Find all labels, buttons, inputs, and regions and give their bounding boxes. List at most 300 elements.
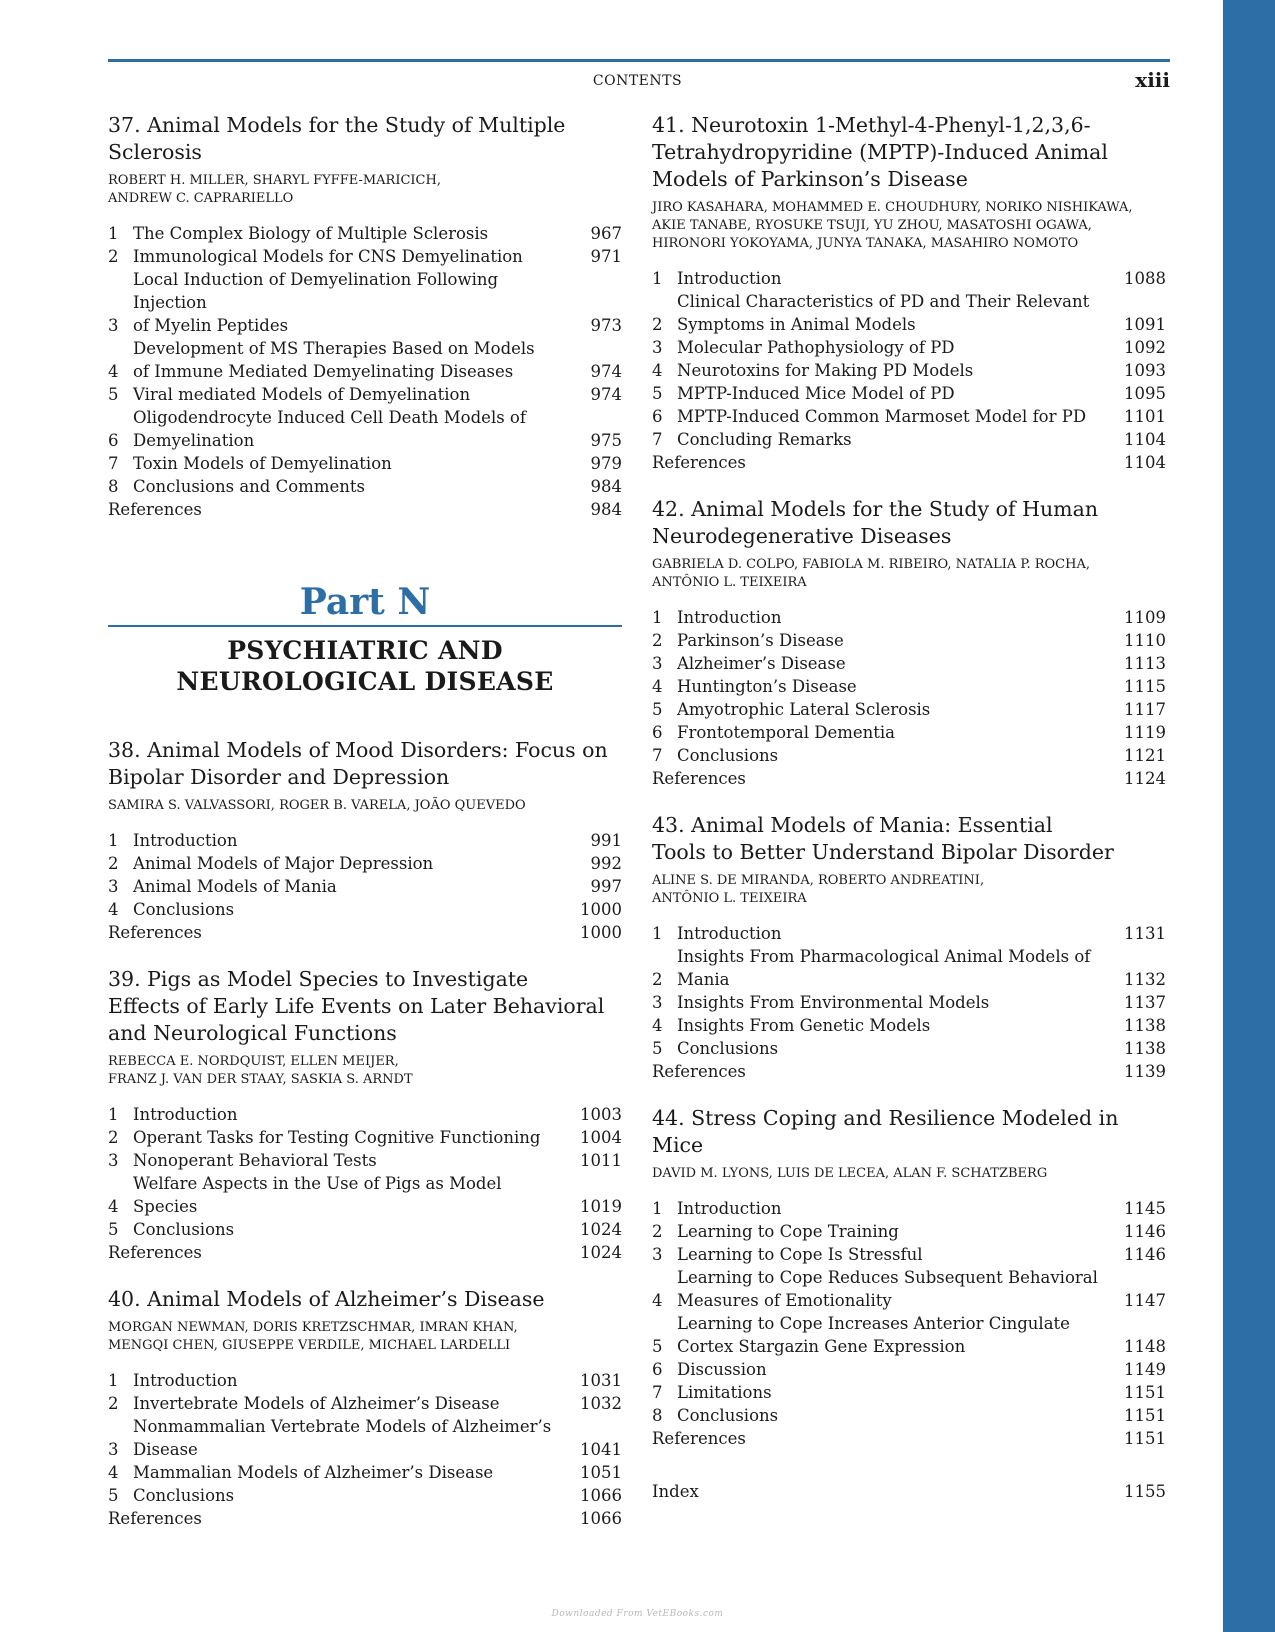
chapter-title[interactable] bbox=[652, 112, 1166, 193]
section-title-line: Concluding Remarks bbox=[677, 430, 852, 449]
section-title bbox=[677, 428, 1122, 451]
section-title bbox=[677, 1312, 1122, 1358]
section-page: 1095 bbox=[1124, 384, 1166, 403]
section-number: 6 bbox=[652, 723, 663, 742]
section-title-line: Symptoms in Animal Models bbox=[677, 315, 916, 334]
section-title bbox=[677, 991, 1122, 1014]
section-entry[interactable] bbox=[108, 1369, 622, 1392]
section-title-line: Clinical Characteristics of PD and Their Relevant bbox=[677, 292, 1090, 311]
section-title-line: Learning to Cope Increases Anterior Cingulate bbox=[677, 1314, 1070, 1333]
section-title-line: Welfare Aspects in the Use of Pigs as Model Species bbox=[133, 1174, 502, 1216]
section-title-line: Oligodendrocyte Induced Cell Death Models of bbox=[133, 408, 526, 427]
section-title-line: Mammalian Models of Alzheimer’s Disease bbox=[133, 1463, 494, 1482]
section-entry[interactable] bbox=[652, 336, 1166, 359]
section-page: 1051 bbox=[580, 1463, 622, 1482]
section-number: 8 bbox=[652, 1406, 663, 1425]
section-page: 1003 bbox=[580, 1105, 622, 1124]
section-title bbox=[677, 629, 1122, 652]
section-number: 7 bbox=[652, 1383, 663, 1402]
chapter-title-line: Bipolar Disorder and Depression bbox=[108, 765, 450, 789]
section-list bbox=[108, 1103, 622, 1264]
section-page: 1131 bbox=[1124, 924, 1166, 943]
section-title bbox=[133, 1103, 578, 1126]
section-title-line: Limitations bbox=[677, 1383, 772, 1402]
left-column bbox=[108, 112, 622, 1552]
section-page: 1146 bbox=[1124, 1245, 1166, 1264]
section-title bbox=[133, 383, 578, 406]
section-number: 1 bbox=[108, 1371, 119, 1390]
section-entry[interactable] bbox=[652, 1037, 1166, 1060]
section-number: 5 bbox=[108, 1220, 119, 1239]
section-number: 3 bbox=[108, 1440, 119, 1459]
section-list bbox=[108, 222, 622, 521]
section-title bbox=[133, 1126, 578, 1149]
section-title bbox=[133, 829, 578, 852]
section-title-line: Huntington’s Disease bbox=[677, 677, 857, 696]
section-title bbox=[677, 267, 1122, 290]
section-title bbox=[652, 1427, 1122, 1450]
section-title bbox=[133, 245, 578, 268]
section-title-line: The Complex Biology of Multiple Sclerosis bbox=[133, 224, 489, 243]
section-page: 1117 bbox=[1124, 700, 1166, 719]
chapter-title-line: 44. Stress Coping and Resilience Modeled in Mice bbox=[652, 1106, 1119, 1157]
references-entry[interactable] bbox=[652, 451, 1166, 474]
section-number: 1 bbox=[652, 269, 663, 288]
section-page: 1104 bbox=[1124, 430, 1166, 449]
section-number: 4 bbox=[108, 1197, 119, 1216]
section-title-line: Amyotrophic Lateral Sclerosis bbox=[677, 700, 931, 719]
section-page: 1066 bbox=[580, 1509, 622, 1528]
section-number: 2 bbox=[652, 1222, 663, 1241]
section-title bbox=[133, 1461, 578, 1484]
section-entry[interactable] bbox=[108, 406, 622, 452]
chapter-title[interactable] bbox=[108, 112, 622, 166]
section-title-line: Molecular Pathophysiology of PD bbox=[677, 338, 955, 357]
section-entry[interactable] bbox=[652, 1243, 1166, 1266]
section-page: 991 bbox=[590, 831, 622, 850]
section-title bbox=[677, 698, 1122, 721]
section-entry[interactable] bbox=[108, 1126, 622, 1149]
section-page: 967 bbox=[590, 224, 622, 243]
section-entry[interactable] bbox=[108, 829, 622, 852]
author-line: JIRO KASAHARA, MOHAMMED E. CHOUDHURY, NORIKO NISHIKAWA, bbox=[652, 200, 1133, 215]
section-entry[interactable] bbox=[108, 852, 622, 875]
section-entry[interactable] bbox=[108, 268, 622, 337]
references-entry[interactable] bbox=[108, 921, 622, 944]
section-title bbox=[133, 452, 578, 475]
section-entry[interactable] bbox=[652, 991, 1166, 1014]
section-title-line: Introduction bbox=[677, 608, 782, 627]
chapter-title-line: Models of Parkinson’s Disease bbox=[652, 167, 968, 191]
section-entry[interactable] bbox=[652, 290, 1166, 336]
section-entry[interactable] bbox=[652, 1381, 1166, 1404]
running-header: CONTENTS bbox=[592, 73, 683, 89]
section-title bbox=[133, 898, 578, 921]
section-entry[interactable] bbox=[652, 1266, 1166, 1312]
section-title-line: References bbox=[108, 923, 202, 942]
section-page: 1004 bbox=[580, 1128, 622, 1147]
section-entry[interactable] bbox=[652, 1358, 1166, 1381]
section-title-line: MPTP-Induced Mice Model of PD bbox=[677, 384, 955, 403]
chapter-title[interactable] bbox=[108, 966, 622, 1047]
section-title bbox=[133, 1218, 578, 1241]
section-title-line: Operant Tasks for Testing Cognitive Functioning bbox=[133, 1128, 541, 1147]
section-entry[interactable] bbox=[652, 922, 1166, 945]
index-label: Index bbox=[652, 1482, 699, 1501]
section-title-line: Measures of Emotionality bbox=[677, 1291, 892, 1310]
side-color-bar bbox=[1223, 0, 1275, 1632]
chapter-block bbox=[108, 1286, 622, 1530]
section-page: 1113 bbox=[1124, 654, 1166, 673]
section-entry[interactable] bbox=[652, 675, 1166, 698]
section-page: 1121 bbox=[1124, 746, 1166, 765]
section-number: 2 bbox=[108, 854, 119, 873]
section-number: 2 bbox=[108, 247, 119, 266]
section-page: 1145 bbox=[1124, 1199, 1166, 1218]
section-entry[interactable] bbox=[108, 1484, 622, 1507]
references-entry[interactable] bbox=[652, 1427, 1166, 1450]
section-title-line: Introduction bbox=[677, 269, 782, 288]
section-entry[interactable] bbox=[108, 383, 622, 406]
section-title-line: Alzheimer’s Disease bbox=[677, 654, 846, 673]
section-number: 6 bbox=[652, 1360, 663, 1379]
section-title-line: References bbox=[108, 1243, 202, 1262]
section-page: 1019 bbox=[580, 1197, 622, 1216]
section-title bbox=[677, 606, 1122, 629]
chapter-title[interactable] bbox=[652, 496, 1166, 550]
section-page: 1091 bbox=[1124, 315, 1166, 334]
author-line: FRANZ J. VAN DER STAAY, SASKIA S. ARNDT bbox=[108, 1072, 413, 1087]
section-page: 1104 bbox=[1124, 453, 1166, 472]
section-entry[interactable] bbox=[652, 267, 1166, 290]
section-title bbox=[108, 498, 578, 521]
section-title-line: References bbox=[108, 500, 202, 519]
section-entry[interactable] bbox=[652, 1220, 1166, 1243]
section-title bbox=[652, 451, 1122, 474]
section-title bbox=[133, 852, 578, 875]
section-page: 974 bbox=[590, 362, 622, 381]
section-title bbox=[133, 268, 578, 337]
section-title bbox=[677, 1381, 1122, 1404]
section-page: 1109 bbox=[1124, 608, 1166, 627]
chapter-authors bbox=[108, 797, 622, 815]
section-title-line: Animal Models of Major Depression bbox=[133, 854, 434, 873]
section-entry[interactable] bbox=[652, 428, 1166, 451]
section-page: 971 bbox=[590, 247, 622, 266]
section-title bbox=[677, 1266, 1122, 1312]
section-title-line: Conclusions bbox=[133, 900, 235, 919]
section-entry[interactable] bbox=[652, 1014, 1166, 1037]
section-title-line: MPTP-Induced Common Marmoset Model for PD bbox=[677, 407, 1087, 426]
chapter-authors bbox=[652, 872, 1166, 908]
section-page: 984 bbox=[590, 477, 622, 496]
section-title-line: Insights From Pharmacological Animal Models of Mania bbox=[677, 947, 1091, 989]
author-line: HIRONORI YOKOYAMA, JUNYA TANAKA, MASAHIRO NOMOTO bbox=[652, 236, 1079, 251]
section-title-line: Immunological Models for CNS Demyelination bbox=[133, 247, 523, 266]
section-entry[interactable] bbox=[108, 898, 622, 921]
section-page: 1031 bbox=[580, 1371, 622, 1390]
section-title bbox=[133, 875, 578, 898]
section-entry[interactable] bbox=[108, 1392, 622, 1415]
section-number: 3 bbox=[652, 1245, 663, 1264]
section-page: 1138 bbox=[1124, 1039, 1166, 1058]
download-watermark: Downloaded From VetEBooks.com bbox=[551, 1609, 724, 1619]
section-title bbox=[677, 1220, 1122, 1243]
section-title-line: Insights From Genetic Models bbox=[677, 1016, 931, 1035]
chapter-title-line: 42. Animal Models for the Study of Human bbox=[652, 497, 1099, 521]
author-line: ALINE S. DE MIRANDA, ROBERTO ANDREATINI, bbox=[652, 873, 985, 888]
chapter-authors bbox=[652, 1165, 1166, 1183]
section-number: 1 bbox=[652, 1199, 663, 1218]
page-number: xiii bbox=[1135, 68, 1170, 92]
section-title bbox=[133, 1149, 578, 1172]
section-title-line: Nonoperant Behavioral Tests bbox=[133, 1151, 377, 1170]
section-title bbox=[677, 405, 1122, 428]
section-title-line: References bbox=[108, 1509, 202, 1528]
section-page: 1032 bbox=[580, 1394, 622, 1413]
section-page: 1092 bbox=[1124, 338, 1166, 357]
section-title-line: Neurotoxins for Making PD Models bbox=[677, 361, 974, 380]
section-title bbox=[677, 1358, 1122, 1381]
section-title-line: Conclusions and Comments bbox=[133, 477, 365, 496]
section-title bbox=[677, 922, 1122, 945]
section-entry[interactable] bbox=[652, 405, 1166, 428]
section-entry[interactable] bbox=[652, 1312, 1166, 1358]
section-entry[interactable] bbox=[108, 452, 622, 475]
right-column bbox=[652, 112, 1166, 1503]
section-title-line: Frontotemporal Dementia bbox=[677, 723, 896, 742]
section-title bbox=[677, 359, 1122, 382]
section-title-line: Demyelination bbox=[133, 431, 255, 450]
section-title-line: Viral mediated Models of Demyelination bbox=[133, 385, 471, 404]
section-page: 1149 bbox=[1124, 1360, 1166, 1379]
author-line: ANTÔNIO L. TEIXEIRA bbox=[652, 575, 807, 590]
references-entry[interactable] bbox=[108, 498, 622, 521]
author-line: MORGAN NEWMAN, DORIS KRETZSCHMAR, IMRAN KHAN, bbox=[108, 1320, 518, 1335]
section-title bbox=[677, 336, 1122, 359]
section-title bbox=[677, 721, 1122, 744]
chapter-authors bbox=[108, 1053, 622, 1089]
section-page: 1066 bbox=[580, 1486, 622, 1505]
section-page: 1146 bbox=[1124, 1222, 1166, 1241]
section-number: 7 bbox=[108, 454, 119, 473]
section-title bbox=[652, 1060, 1122, 1083]
section-entry[interactable] bbox=[108, 1172, 622, 1218]
chapter-block bbox=[652, 1105, 1166, 1450]
section-number: 5 bbox=[652, 700, 663, 719]
section-page: 974 bbox=[590, 385, 622, 404]
section-entry[interactable] bbox=[652, 629, 1166, 652]
section-entry[interactable] bbox=[108, 1218, 622, 1241]
section-title bbox=[677, 1014, 1122, 1037]
section-number: 4 bbox=[108, 900, 119, 919]
section-list bbox=[652, 922, 1166, 1083]
section-title-line: Insights From Environmental Models bbox=[677, 993, 990, 1012]
section-number: 4 bbox=[652, 677, 663, 696]
chapter-block bbox=[108, 966, 622, 1264]
author-line: ROBERT H. MILLER, SHARYL FYFFE-MARICICH, bbox=[108, 173, 441, 188]
section-page: 1124 bbox=[1124, 769, 1166, 788]
section-number: 5 bbox=[652, 1039, 663, 1058]
section-title-line: Conclusions bbox=[133, 1486, 235, 1505]
section-page: 997 bbox=[590, 877, 622, 896]
section-entry[interactable] bbox=[652, 721, 1166, 744]
section-number: 4 bbox=[108, 362, 119, 381]
section-title-line: References bbox=[652, 1429, 746, 1448]
section-number: 5 bbox=[652, 1337, 663, 1356]
section-number: 2 bbox=[108, 1128, 119, 1147]
part-subtitle-line: PSYCHIATRIC AND bbox=[227, 636, 503, 665]
section-title-line: Conclusions bbox=[677, 1406, 779, 1425]
section-entry[interactable] bbox=[108, 1103, 622, 1126]
section-title bbox=[677, 1037, 1122, 1060]
section-title-line: References bbox=[652, 453, 746, 472]
section-number: 1 bbox=[108, 1105, 119, 1124]
section-title-line: Introduction bbox=[677, 1199, 782, 1218]
section-title-line: Discussion bbox=[677, 1360, 767, 1379]
chapter-title-line: Tools to Better Understand Bipolar Disorder bbox=[652, 840, 1114, 864]
chapter-title-line: 40. Animal Models of Alzheimer’s Disease bbox=[108, 1287, 545, 1311]
section-number: 3 bbox=[108, 877, 119, 896]
section-number: 2 bbox=[652, 970, 663, 989]
section-number: 2 bbox=[652, 631, 663, 650]
index-page: 1155 bbox=[1124, 1482, 1166, 1501]
section-entry[interactable] bbox=[108, 475, 622, 498]
chapter-authors bbox=[108, 172, 622, 208]
chapter-title-line: Tetrahydropyridine (MPTP)-Induced Animal bbox=[652, 140, 1108, 164]
references-entry[interactable] bbox=[108, 1507, 622, 1530]
part-heading bbox=[108, 581, 622, 697]
chapter-title-line: 38. Animal Models of Mood Disorders: Focus on bbox=[108, 738, 608, 762]
section-entry[interactable] bbox=[652, 606, 1166, 629]
author-line: ANDREW C. CAPRARIELLO bbox=[108, 191, 294, 206]
section-entry[interactable] bbox=[652, 382, 1166, 405]
section-entry[interactable] bbox=[108, 875, 622, 898]
section-number: 1 bbox=[108, 224, 119, 243]
author-line: GABRIELA D. COLPO, FABIOLA M. RIBEIRO, NATALIA P. ROCHA, bbox=[652, 557, 1090, 572]
section-title-line: of Myelin Peptides bbox=[133, 316, 289, 335]
section-entry[interactable] bbox=[652, 359, 1166, 382]
part-subtitle-line: NEUROLOGICAL DISEASE bbox=[176, 667, 554, 696]
section-page: 1024 bbox=[580, 1220, 622, 1239]
section-title bbox=[133, 1392, 578, 1415]
section-list bbox=[108, 829, 622, 944]
section-title-line: Development of MS Therapies Based on Models bbox=[133, 339, 535, 358]
section-page: 1139 bbox=[1124, 1062, 1166, 1081]
section-entry[interactable] bbox=[652, 744, 1166, 767]
section-page: 992 bbox=[590, 854, 622, 873]
chapter-title-line: 37. Animal Models for the Study of Multiple Sclerosis bbox=[108, 113, 566, 164]
chapter-title[interactable] bbox=[652, 812, 1166, 866]
section-number: 1 bbox=[652, 924, 663, 943]
section-page: 1011 bbox=[580, 1151, 622, 1170]
chapter-block bbox=[652, 812, 1166, 1083]
section-page: 1132 bbox=[1124, 970, 1166, 989]
section-title-line: Introduction bbox=[133, 1105, 238, 1124]
section-title-line: Introduction bbox=[133, 1371, 238, 1390]
section-title-line: Learning to Cope Reduces Subsequent Behavioral bbox=[677, 1268, 1098, 1287]
chapter-authors bbox=[108, 1319, 622, 1355]
section-title-line: Introduction bbox=[677, 924, 782, 943]
section-title bbox=[133, 406, 578, 452]
section-number: 3 bbox=[652, 993, 663, 1012]
section-number: 3 bbox=[108, 1151, 119, 1170]
section-entry[interactable] bbox=[108, 337, 622, 383]
author-line: MENGQI CHEN, GIUSEPPE VERDILE, MICHAEL LARDELLI bbox=[108, 1338, 511, 1353]
section-page: 973 bbox=[590, 316, 622, 335]
section-number: 5 bbox=[652, 384, 663, 403]
section-entry[interactable] bbox=[652, 945, 1166, 991]
section-title bbox=[133, 1484, 578, 1507]
section-entry[interactable] bbox=[652, 698, 1166, 721]
references-entry[interactable] bbox=[652, 767, 1166, 790]
section-entry[interactable] bbox=[652, 1404, 1166, 1427]
section-page: 1115 bbox=[1124, 677, 1166, 696]
section-title bbox=[133, 1172, 578, 1218]
section-title-line: Conclusions bbox=[677, 746, 779, 765]
chapter-title[interactable] bbox=[108, 737, 622, 791]
index-entry[interactable] bbox=[652, 1480, 1166, 1503]
section-title bbox=[652, 767, 1122, 790]
chapter-title-line: 41. Neurotoxin 1-Methyl-4-Phenyl-1,2,3,6- bbox=[652, 113, 1091, 137]
section-entry[interactable] bbox=[652, 1197, 1166, 1220]
references-entry[interactable] bbox=[652, 1060, 1166, 1083]
section-title bbox=[108, 921, 578, 944]
section-title bbox=[677, 290, 1122, 336]
section-title-line: Invertebrate Models of Alzheimer’s Disease bbox=[133, 1394, 500, 1413]
section-title-line: Introduction bbox=[133, 831, 238, 850]
chapter-title[interactable] bbox=[652, 1105, 1166, 1159]
section-title-line: of Immune Mediated Demyelinating Diseases bbox=[133, 362, 514, 381]
section-title-line: Disease bbox=[133, 1440, 198, 1459]
section-page: 1151 bbox=[1124, 1429, 1166, 1448]
section-entry[interactable] bbox=[108, 245, 622, 268]
section-page: 1137 bbox=[1124, 993, 1166, 1012]
section-page: 1151 bbox=[1124, 1406, 1166, 1425]
chapter-block bbox=[652, 496, 1166, 790]
author-line: DAVID M. LYONS, LUIS DE LECEA, ALAN F. SCHATZBERG bbox=[652, 1166, 1048, 1181]
section-number: 3 bbox=[652, 654, 663, 673]
section-entry[interactable] bbox=[108, 222, 622, 245]
section-title-line: Nonmammalian Vertebrate Models of Alzheimer’s bbox=[133, 1417, 552, 1436]
part-rule bbox=[108, 625, 622, 627]
section-number: 4 bbox=[652, 1291, 663, 1310]
section-entry[interactable] bbox=[108, 1415, 622, 1461]
chapter-title-line: Neurodegenerative Diseases bbox=[652, 524, 952, 548]
section-number: 1 bbox=[108, 831, 119, 850]
chapter-block bbox=[108, 112, 622, 521]
section-title-line: Local Induction of Demyelination Following Injection bbox=[133, 270, 499, 312]
section-page: 1000 bbox=[580, 900, 622, 919]
section-list bbox=[652, 606, 1166, 790]
chapter-title[interactable] bbox=[108, 1286, 622, 1313]
section-entry[interactable] bbox=[108, 1149, 622, 1172]
section-page: 1119 bbox=[1124, 723, 1166, 742]
section-page: 1000 bbox=[580, 923, 622, 942]
section-page: 1147 bbox=[1124, 1291, 1166, 1310]
section-entry[interactable] bbox=[652, 652, 1166, 675]
section-number: 6 bbox=[108, 431, 119, 450]
references-entry[interactable] bbox=[108, 1241, 622, 1264]
section-entry[interactable] bbox=[108, 1461, 622, 1484]
section-title-line: References bbox=[652, 1062, 746, 1081]
section-title-line: Learning to Cope Is Stressful bbox=[677, 1245, 923, 1264]
section-title-line: References bbox=[652, 769, 746, 788]
section-title bbox=[677, 1243, 1122, 1266]
section-number: 5 bbox=[108, 385, 119, 404]
author-line: ANTÔNIO L. TEIXEIRA bbox=[652, 891, 807, 906]
section-number: 5 bbox=[108, 1486, 119, 1505]
